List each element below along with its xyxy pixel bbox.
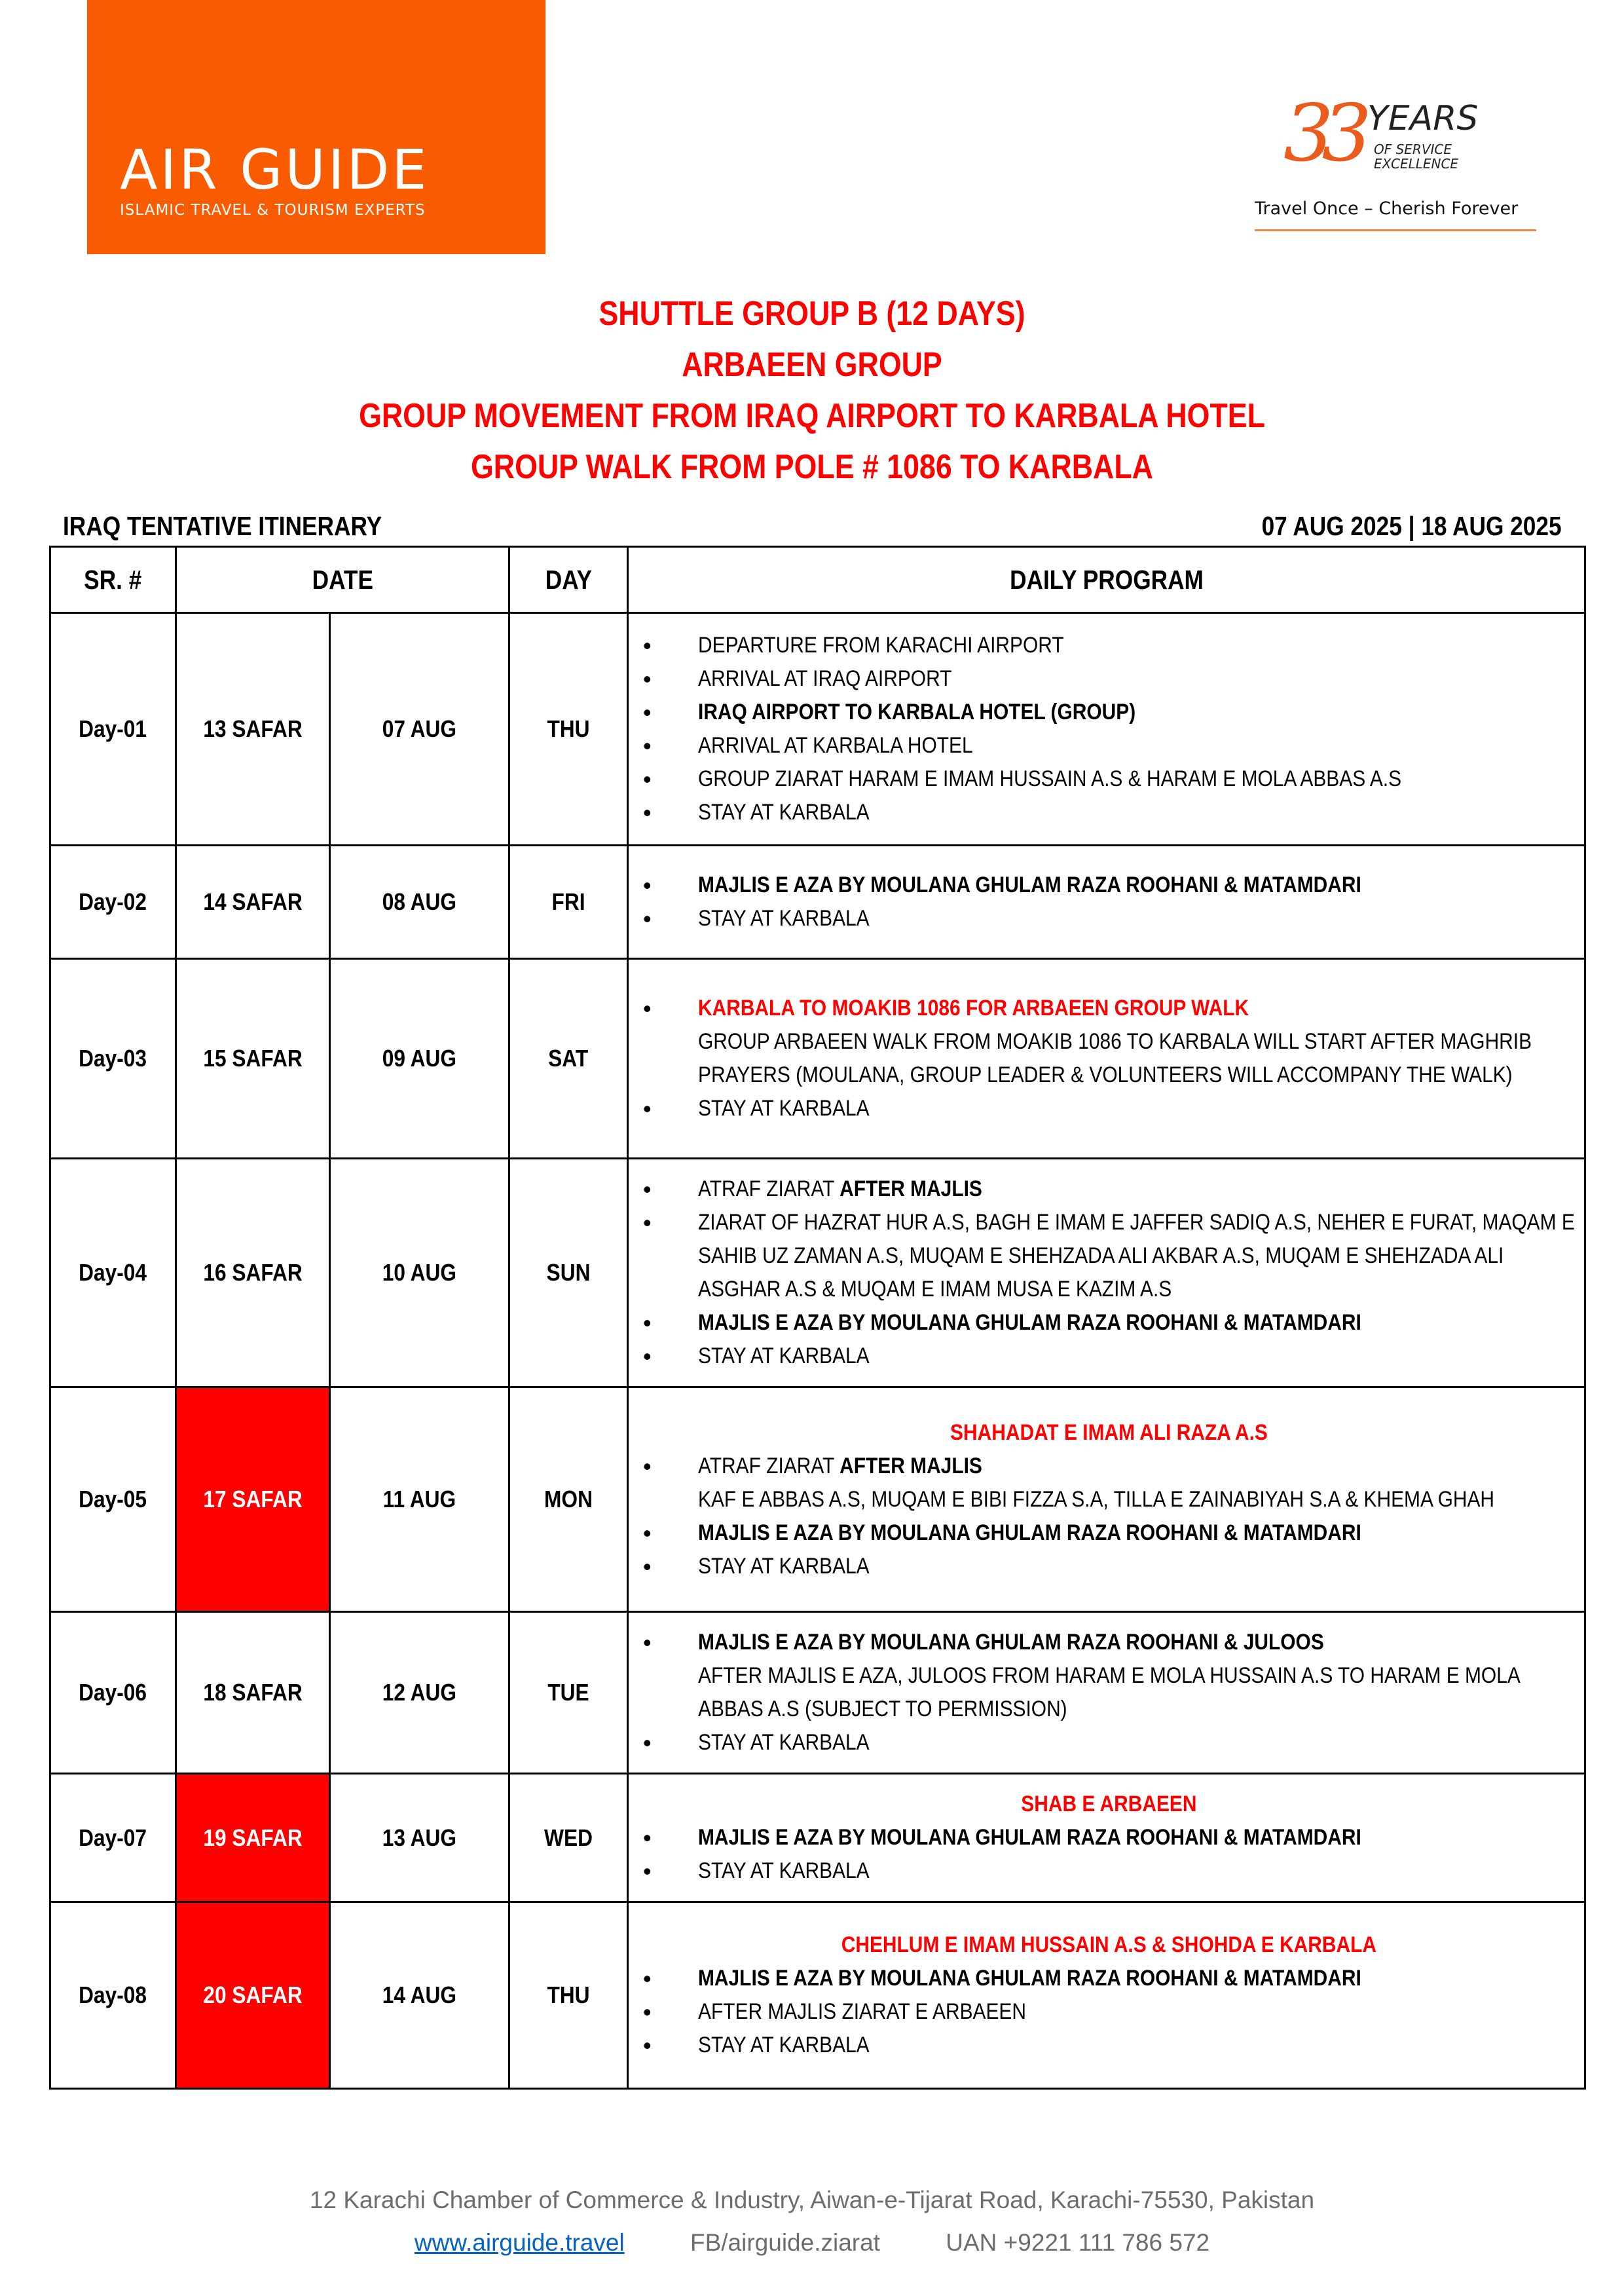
program-cell (628, 1902, 1585, 2089)
title-line-3: GROUP MOVEMENT FROM IRAQ AIRPORT TO KARBALA HOTEL (359, 397, 1265, 435)
table-row (50, 1902, 1585, 2089)
gregorian-date-cell: 12 AUG (330, 1612, 509, 1774)
program-item: • STAY AT KARBALA (638, 1854, 1580, 1888)
air-guide-logo (87, 0, 545, 254)
program-item: • ZIARAT OF HAZRAT HUR A.S, BAGH E IMAM E JAFFER SADIQ A.S, NEHER E FURAT, MAQAM E SAHIB UZ ZAMAN A.S, MUQAM E SHEHZADA ALI AKBAR A.S, MUQAM E SHEHZADA ALI ASGHAR A.S & MUQAM E IMAM MUSA E KAZIM A.S (638, 1206, 1580, 1306)
title-line-2: ARBAEEN GROUP (682, 346, 942, 384)
sr-cell: Day-05 (50, 1387, 176, 1612)
gregorian-date-cell: 11 AUG (330, 1387, 509, 1612)
gregorian-date-cell: 14 AUG (330, 1902, 509, 2089)
program-item: • STAY AT KARBALA (638, 902, 1580, 935)
uan-phone: UAN +9221 111 786 572 (946, 2229, 1210, 2256)
program-item: • STAY AT KARBALA (638, 1340, 1580, 1373)
program-cell (628, 1612, 1585, 1774)
islamic-date-cell: 18 SAFAR (176, 1612, 330, 1774)
program-item: • ATRAF ZIARAT AFTER MAJLIS (638, 1450, 1580, 1483)
program-item: • DEPARTURE FROM KARACHI AIRPORT (638, 629, 1580, 662)
brand-name: AIR GUIDE (120, 138, 430, 202)
day-cell: SAT (509, 959, 628, 1159)
program-item: • STAY AT KARBALA (638, 1550, 1580, 1583)
anniversary-subtitle (1374, 142, 1458, 171)
header-sr: SR. # (50, 547, 176, 613)
anniversary-badge (1238, 88, 1526, 239)
islamic-date-cell: 17 SAFAR (176, 1387, 330, 1612)
program-item: • AFTER MAJLIS ZIARAT E ARBAEEN (638, 1995, 1580, 2029)
islamic-date-cell: 16 SAFAR (176, 1159, 330, 1387)
program-cell (628, 1387, 1585, 1612)
table-row (50, 1612, 1585, 1774)
islamic-date-cell: 13 SAFAR (176, 613, 330, 846)
gregorian-date-cell: 08 AUG (330, 846, 509, 959)
program-item: • STAY AT KARBALA (638, 2029, 1580, 2062)
day-cell: WED (509, 1774, 628, 1902)
program-item: • MAJLIS E AZA BY MOULANA GHULAM RAZA ROOHANI & MATAMDARI (638, 869, 1580, 902)
program-item: • MAJLIS E AZA BY MOULANA GHULAM RAZA ROOHANI & MATAMDARI (638, 1306, 1580, 1340)
program-item: • STAY AT KARBALA (638, 796, 1580, 829)
table-row (50, 846, 1585, 959)
slogan-underline (1255, 229, 1536, 231)
website-link[interactable]: www.airguide.travel (414, 2229, 625, 2256)
event-heading: SHAHADAT E IMAM ALI RAZA A.S (950, 1419, 1268, 1445)
program-item: • STAY AT KARBALA (638, 1092, 1580, 1125)
program-item: AFTER MAJLIS E AZA, JULOOS FROM HARAM E MOLA HUSSAIN A.S TO HARAM E MOLA ABBAS A.S (SUBJECT TO PERMISSION) (698, 1663, 1520, 1721)
program-item: • MAJLIS E AZA BY MOULANA GHULAM RAZA ROOHANI & JULOOS (638, 1626, 1580, 1659)
program-item: • MAJLIS E AZA BY MOULANA GHULAM RAZA ROOHANI & MATAMDARI (638, 1821, 1580, 1854)
day-cell: TUE (509, 1612, 628, 1774)
header-day: DAY (509, 547, 628, 613)
header-program: DAILY PROGRAM (628, 547, 1585, 613)
program-item: • KARBALA TO MOAKIB 1086 FOR ARBAEEN GROUP WALK (638, 992, 1580, 1025)
program-item: KAF E ABBAS A.S, MUQAM E BIBI FIZZA S.A, TILLA E ZAINABIYAH S.A & KHEMA GHAH (698, 1486, 1495, 1512)
anniversary-number: 33 (1283, 88, 1360, 179)
itinerary-date-range: 07 AUG 2025 | 18 AUG 2025 (1261, 511, 1562, 541)
gregorian-date-cell: 09 AUG (330, 959, 509, 1159)
program-item: • GROUP ZIARAT HARAM E IMAM HUSSAIN A.S & HARAM E MOLA ABBAS A.S (638, 762, 1580, 796)
islamic-date-cell: 19 SAFAR (176, 1774, 330, 1902)
program-item: • MAJLIS E AZA BY MOULANA GHULAM RAZA ROOHANI & MATAMDARI (638, 1516, 1580, 1550)
gregorian-date-cell: 07 AUG (330, 613, 509, 846)
sr-cell: Day-04 (50, 1159, 176, 1387)
table-row (50, 1159, 1585, 1387)
program-cell (628, 1774, 1585, 1902)
program-item: • IRAQ AIRPORT TO KARBALA HOTEL (GROUP) (638, 696, 1580, 729)
table-header-row (50, 547, 1585, 613)
sr-cell: Day-08 (50, 1902, 176, 2089)
program-cell (628, 959, 1585, 1159)
gregorian-date-cell: 10 AUG (330, 1159, 509, 1387)
program-item: • STAY AT KARBALA (638, 1726, 1580, 1759)
day-cell: THU (509, 1902, 628, 2089)
day-cell: THU (509, 613, 628, 846)
islamic-date-cell: 14 SAFAR (176, 846, 330, 959)
facebook-handle: FB/airguide.ziarat (690, 2229, 880, 2256)
day-cell: SUN (509, 1159, 628, 1387)
islamic-date-cell: 15 SAFAR (176, 959, 330, 1159)
title-line-1: SHUTTLE GROUP B (12 DAYS) (599, 295, 1025, 333)
footer-contacts (0, 2229, 1624, 2257)
program-item: • MAJLIS E AZA BY MOULANA GHULAM RAZA ROOHANI & MATAMDARI (638, 1962, 1580, 1995)
day-cell: FRI (509, 846, 628, 959)
slogan: Travel Once – Cherish Forever (1255, 198, 1519, 219)
program-item: • ARRIVAL AT IRAQ AIRPORT (638, 662, 1580, 696)
table-row (50, 1774, 1585, 1902)
sr-cell: Day-02 (50, 846, 176, 959)
event-heading: CHEHLUM E IMAM HUSSAIN A.S & SHOHDA E KARBALA (841, 1932, 1377, 1957)
brand-tagline: ISLAMIC TRAVEL & TOURISM EXPERTS (120, 202, 426, 219)
table-row (50, 1387, 1585, 1612)
anniversary-line2: EXCELLENCE (1374, 156, 1459, 172)
program-cell (628, 1159, 1585, 1387)
itinerary-label: IRAQ TENTATIVE ITINERARY (63, 511, 382, 541)
sr-cell: Day-03 (50, 959, 176, 1159)
sr-cell: Day-07 (50, 1774, 176, 1902)
table-row (50, 613, 1585, 846)
gregorian-date-cell: 13 AUG (330, 1774, 509, 1902)
header-date: DATE (176, 547, 509, 613)
itinerary-table (49, 546, 1586, 2090)
anniversary-years: YEARS (1367, 99, 1479, 138)
document-titles (0, 288, 1624, 493)
table-row (50, 959, 1585, 1159)
program-item: • ATRAF ZIARAT AFTER MAJLIS (638, 1173, 1580, 1206)
program-cell (628, 846, 1585, 959)
program-item: GROUP ARBAEEN WALK FROM MOAKIB 1086 TO KARBALA WILL START AFTER MAGHRIB PRAYERS (MOULANA, GROUP LEADER & VOLUNTEERS WILL ACCOMPANY THE WALK) (698, 1029, 1532, 1087)
sr-cell: Day-01 (50, 613, 176, 846)
program-cell (628, 613, 1585, 846)
anniversary-line1: OF SERVICE (1374, 141, 1452, 157)
event-heading: SHAB E ARBAEEN (1021, 1792, 1197, 1816)
title-line-4: GROUP WALK FROM POLE # 1086 TO KARBALA (471, 448, 1153, 486)
footer-address: 12 Karachi Chamber of Commerce & Industry, Aiwan-e-Tijarat Road, Karachi-75530, Pakistan (309, 2187, 1315, 2213)
islamic-date-cell: 20 SAFAR (176, 1902, 330, 2089)
day-cell: MON (509, 1387, 628, 1612)
sr-cell: Day-06 (50, 1612, 176, 1774)
program-item: • ARRIVAL AT KARBALA HOTEL (638, 729, 1580, 762)
